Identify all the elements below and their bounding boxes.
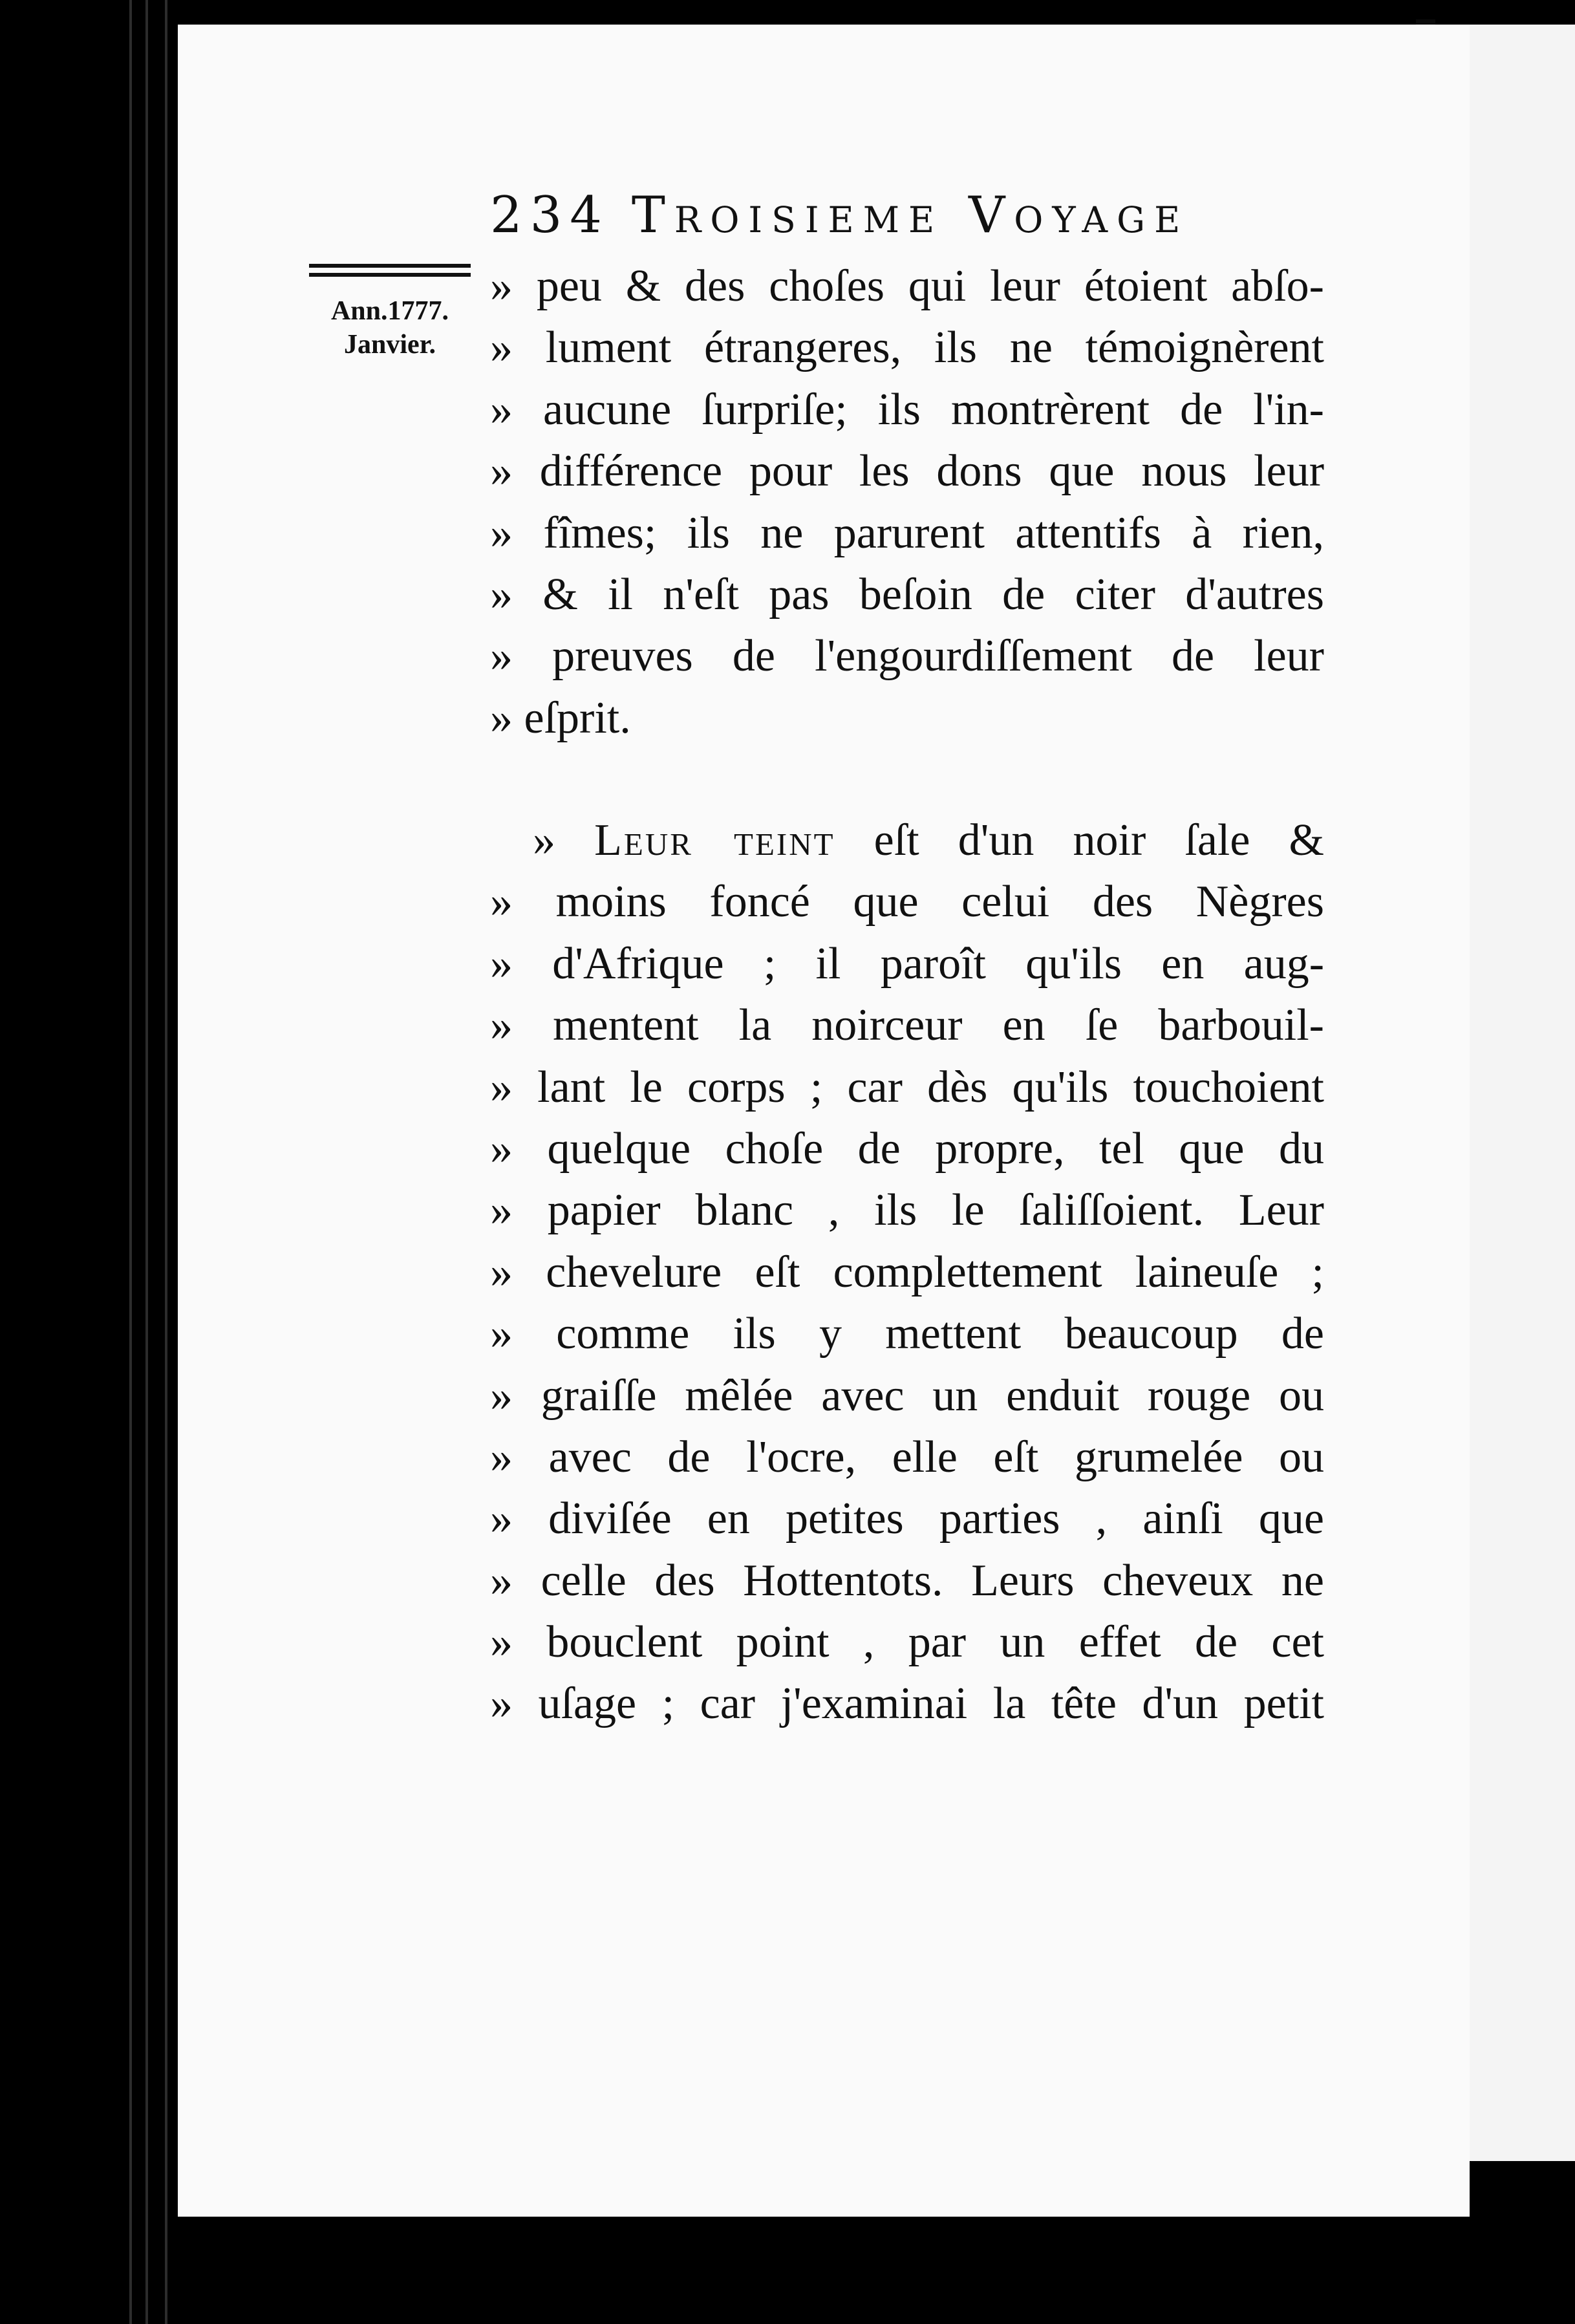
text-line: » différence pour les dons que nous leur: [490, 446, 1324, 497]
text-line: » comme ils y mettent beaucoup de: [490, 1309, 1324, 1359]
spine-line: [165, 0, 167, 2324]
text-line: » uſage ; car j'examinai la tête d'un petit: [490, 1679, 1324, 1729]
text-line: » moins foncé que celui des Nègres: [490, 877, 1324, 927]
margin-note: [309, 294, 471, 361]
text-line: » Leur teint eſt d'un noir ſale &: [533, 815, 1325, 865]
paragraph-lead-rest: eſt d'un noir ſale &: [873, 815, 1325, 865]
text-line: » celle des Hottentots. Leurs cheveux ne: [490, 1555, 1324, 1606]
text-line: » peu & des choſes qui leur étoient abſo-: [490, 261, 1324, 311]
text-line: » fîmes; ils ne parurent attentifs à rien,: [490, 508, 1324, 558]
text-line: » lument étrangeres, ils ne témoignèrent: [490, 323, 1324, 373]
text-line: » preuves de l'engourdiſſement de leur: [490, 631, 1324, 682]
text-line: » aucune ſurpriſe; ils montrèrent de l'in-: [490, 384, 1324, 435]
text-line: » chevelure eſt complettement laineuſe ;: [490, 1247, 1324, 1297]
text-line: » diviſée en petites parties , ainſi que: [490, 1494, 1324, 1544]
paragraph-2: [490, 810, 1324, 1735]
running-header: [490, 186, 1189, 244]
paragraph-1: [490, 255, 1324, 749]
text-line: » avec de l'ocre, elle eſt grumelée ou: [490, 1432, 1324, 1482]
paragraph-lead: Leur teint: [594, 815, 835, 865]
text-line: » quelque choſe de propre, tel que du: [490, 1123, 1324, 1174]
margin-rule: [309, 264, 471, 282]
text-line: » d'Afrique ; il paroît qu'ils en aug-: [490, 938, 1324, 989]
margin-month: Janvier.: [344, 330, 436, 360]
text-line: » eſprit.: [490, 693, 631, 743]
text-line: » & il n'eſt pas beſoin de citer d'autres: [490, 569, 1324, 619]
text-line: » mentent la noirceur en ſe barbouil-: [490, 1000, 1324, 1051]
spine-line: [129, 0, 132, 2324]
text-line: » bouclent point , par un effet de cet: [490, 1617, 1324, 1668]
margin-year: Ann.1777.: [330, 296, 449, 326]
running-title: Troisieme Voyage: [631, 186, 1190, 244]
page-number: 234: [490, 186, 610, 244]
text-line: » papier blanc , ils le ſaliſſoient. Leur: [490, 1185, 1324, 1236]
spine-line: [145, 0, 148, 2324]
text-line: » graiſſe mêlée avec un enduit rouge ou: [490, 1370, 1324, 1421]
text-line: » lant le corps ; car dès qu'ils touchoient: [490, 1062, 1324, 1112]
